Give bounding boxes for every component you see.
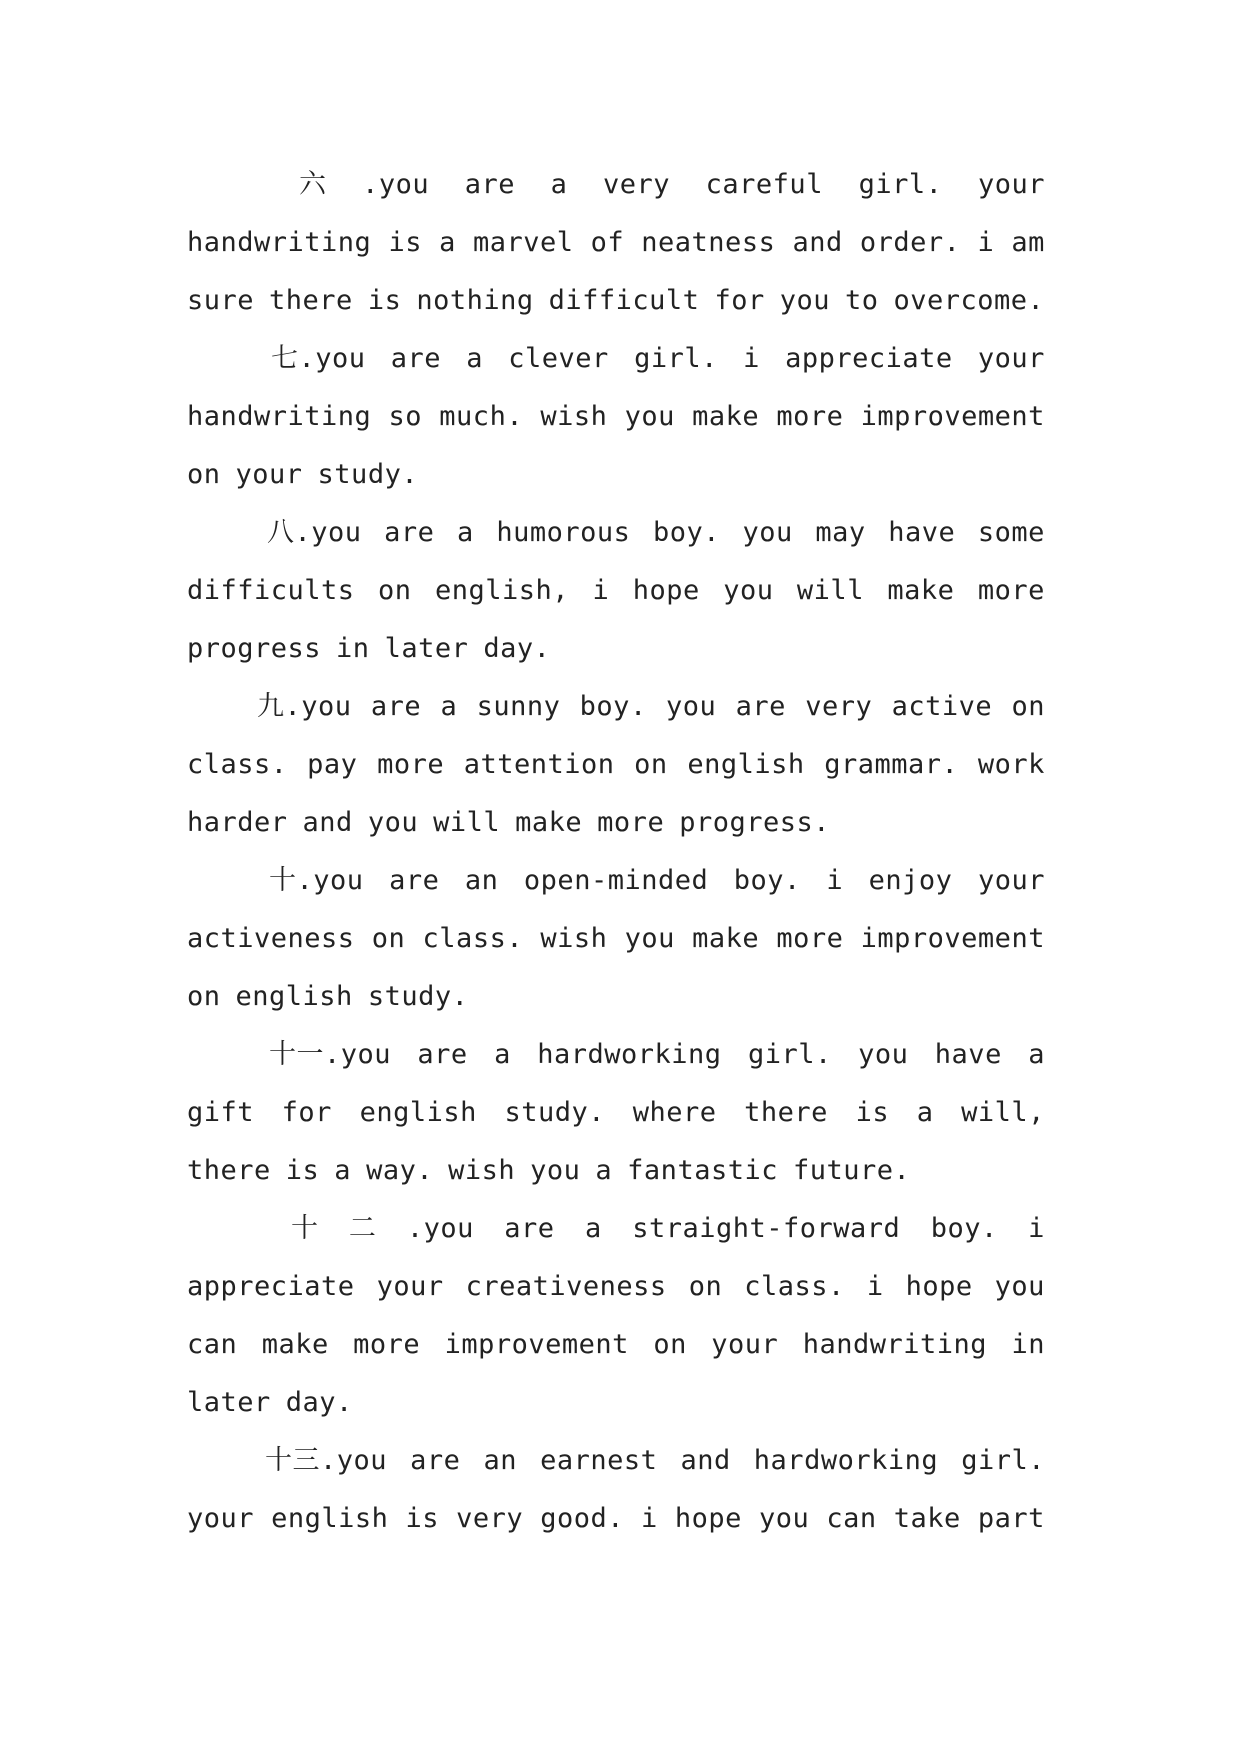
word: english: [271, 1503, 389, 1534]
comment-paragraph: [187, 330, 1045, 504]
word: is: [855, 1097, 890, 1128]
word: nothing: [416, 285, 534, 316]
word: your: [977, 343, 1045, 374]
word: wish: [540, 923, 608, 954]
word: study.: [504, 1097, 606, 1128]
word: class.: [744, 1271, 845, 1302]
text-line: [187, 214, 1045, 272]
word: pay: [307, 749, 358, 780]
comment-paragraph: [187, 1200, 1045, 1432]
word: a: [439, 227, 456, 258]
word: sure: [187, 285, 255, 316]
word: fantastic: [627, 1155, 778, 1186]
word: english: [359, 1097, 477, 1128]
word: you: [624, 401, 675, 432]
word: appreciate: [785, 343, 953, 374]
word: hope: [905, 1271, 973, 1302]
word: enjoy: [868, 865, 953, 896]
word: careful: [705, 169, 823, 200]
word: wish: [448, 1155, 516, 1186]
comment-paragraph: [187, 1432, 1045, 1548]
word: wish: [540, 401, 608, 432]
word: you: [779, 285, 830, 316]
word: you: [723, 575, 774, 606]
text-line: [187, 968, 1045, 1026]
word: very: [805, 691, 873, 722]
text-line: [187, 910, 1045, 968]
word: on: [653, 1329, 687, 1360]
word: later: [187, 1387, 271, 1418]
text-line: [187, 1258, 1045, 1316]
word: where: [632, 1097, 717, 1128]
word: of: [590, 227, 625, 258]
word: an: [464, 865, 499, 896]
word: i: [826, 865, 844, 896]
word: is: [405, 1503, 439, 1534]
word: creativeness: [465, 1271, 667, 1302]
word: will: [433, 807, 501, 838]
word: to: [845, 285, 879, 316]
word: class.: [422, 923, 524, 954]
word: your: [187, 1503, 255, 1534]
word: for: [281, 1097, 332, 1128]
word: are: [735, 691, 786, 722]
word: much.: [439, 401, 524, 432]
word: is: [388, 227, 422, 258]
word: difficults: [187, 575, 355, 606]
word: sunny: [476, 691, 561, 722]
text-line: [187, 736, 1045, 794]
word: can: [826, 1503, 877, 1534]
text-line: [187, 330, 1045, 388]
word: some: [977, 517, 1045, 548]
word: grammar.: [824, 749, 959, 780]
word: activeness: [187, 923, 355, 954]
word: make: [692, 401, 760, 432]
word: gift: [187, 1097, 255, 1128]
word: will,: [961, 1097, 1045, 1128]
word: make: [692, 923, 760, 954]
word: a: [494, 1039, 511, 1070]
word: a: [595, 1155, 613, 1186]
word: are: [370, 691, 422, 722]
word: will: [796, 575, 864, 606]
word: make: [261, 1329, 329, 1360]
word: more: [377, 749, 445, 780]
word: are: [389, 865, 440, 896]
word: are: [464, 169, 516, 200]
text-line: [187, 1142, 1045, 1200]
word: order.: [859, 227, 961, 258]
word: way.: [366, 1155, 434, 1186]
word: handwriting: [802, 1329, 988, 1360]
text-line: [187, 620, 1045, 678]
word: good.: [540, 1503, 624, 1534]
word: humorous: [496, 517, 631, 548]
word: your: [977, 169, 1045, 200]
text-line: [187, 794, 1045, 852]
word: you: [858, 1039, 909, 1070]
word: an: [483, 1445, 517, 1476]
word: hope: [632, 575, 700, 606]
word: am: [1011, 227, 1045, 258]
text-line: [187, 852, 1045, 910]
word: neatness: [641, 227, 776, 258]
word: on: [378, 575, 412, 606]
word: improvement: [444, 1329, 629, 1360]
text-line: [187, 1490, 1045, 1548]
word: attention: [463, 749, 615, 780]
word: 十.you: [269, 865, 364, 896]
word: your: [977, 865, 1045, 896]
word: a: [585, 1213, 602, 1244]
word: may: [815, 517, 866, 548]
word: day.: [483, 633, 551, 664]
text-line: [187, 562, 1045, 620]
word: take: [893, 1503, 961, 1534]
word: you: [742, 517, 793, 548]
word: open-minded: [523, 865, 709, 896]
word: are: [417, 1039, 468, 1070]
word: have: [888, 517, 956, 548]
word: a: [456, 517, 474, 548]
word: handwriting: [187, 401, 372, 432]
text-line: [187, 1432, 1045, 1490]
word: day.: [285, 1387, 353, 1418]
comment-paragraph: [187, 852, 1045, 1026]
comment-paragraph: [187, 156, 1045, 330]
word: you: [666, 691, 717, 722]
word: appreciate: [187, 1271, 355, 1302]
word: english: [687, 749, 805, 780]
word: girl.: [961, 1445, 1045, 1476]
text-line: [187, 1026, 1045, 1084]
word: more: [776, 401, 844, 432]
word: for: [714, 285, 765, 316]
word: on: [688, 1271, 723, 1302]
word: handwriting: [187, 227, 372, 258]
word: boy.: [733, 865, 801, 896]
word: on: [634, 749, 668, 780]
word: in: [336, 633, 370, 664]
word: are: [504, 1213, 555, 1244]
text-line: [187, 1316, 1045, 1374]
word: work: [977, 749, 1045, 780]
text-line: [187, 1374, 1045, 1432]
word: on: [187, 981, 221, 1012]
word: difficult: [548, 285, 700, 316]
word: on: [187, 459, 221, 490]
word: clever: [508, 343, 609, 374]
text-line: [187, 446, 1045, 504]
word: is: [367, 285, 402, 316]
word: hardworking: [753, 1445, 939, 1476]
word: on: [1011, 691, 1045, 722]
word: boy.: [652, 517, 720, 548]
text-line: [187, 504, 1045, 562]
word: i: [1028, 1213, 1045, 1244]
word: your: [235, 459, 303, 490]
text-line: [187, 156, 1045, 214]
word: girl.: [634, 343, 718, 374]
word: 八.you: [267, 517, 362, 548]
word: is: [285, 1155, 320, 1186]
word: you: [367, 807, 419, 838]
word: on: [371, 923, 406, 954]
word: improvement: [860, 923, 1045, 954]
word: there: [187, 1155, 271, 1186]
word: .you: [406, 1213, 474, 1244]
word: are: [390, 343, 442, 374]
word: improvement: [860, 401, 1045, 432]
word: 十: [291, 1213, 319, 1244]
word: more: [597, 807, 665, 838]
word: a: [440, 691, 458, 722]
word: english: [235, 981, 353, 1012]
word: have: [934, 1039, 1002, 1070]
word: english,: [434, 575, 570, 606]
word: 七.you: [271, 343, 366, 374]
word: harder: [187, 807, 288, 838]
word: 十一.you: [269, 1039, 392, 1070]
word: hope: [674, 1503, 742, 1534]
word: i: [977, 227, 995, 258]
word: progress: [187, 633, 322, 664]
word: and: [302, 807, 353, 838]
word: 十三.you: [265, 1445, 388, 1476]
word: more: [977, 575, 1045, 606]
word: a: [334, 1155, 352, 1186]
word: make: [887, 575, 955, 606]
text-line: [187, 678, 1045, 736]
word: earnest: [540, 1445, 658, 1476]
word: are: [410, 1445, 461, 1476]
word: your: [711, 1329, 779, 1360]
word: hardworking: [537, 1039, 722, 1070]
word: can: [187, 1329, 238, 1360]
word: you: [994, 1271, 1045, 1302]
word: 九.you: [257, 691, 352, 722]
word: marvel: [472, 227, 574, 258]
word: .you: [362, 169, 430, 200]
word: there: [744, 1097, 828, 1128]
word: 六: [299, 169, 327, 200]
word: i: [743, 343, 760, 374]
word: active: [891, 691, 993, 722]
text-line: [187, 1084, 1045, 1142]
word: straight-forward: [632, 1213, 901, 1244]
word: i: [592, 575, 610, 606]
text-line: [187, 388, 1045, 446]
word: boy.: [579, 691, 647, 722]
word: very: [456, 1503, 524, 1534]
word: there: [269, 285, 353, 316]
word: a: [466, 343, 484, 374]
word: i: [866, 1271, 884, 1302]
word: later: [384, 633, 469, 664]
word: so: [388, 401, 423, 432]
word: more: [353, 1329, 421, 1360]
word: a: [550, 169, 568, 200]
document-body: [187, 156, 1045, 1548]
word: more: [776, 923, 844, 954]
text-line: [187, 1200, 1045, 1258]
word: your: [376, 1271, 444, 1302]
word: future.: [792, 1155, 911, 1186]
word: are: [384, 517, 435, 548]
word: 二: [348, 1213, 377, 1244]
word: very: [603, 169, 671, 200]
word: a: [916, 1097, 934, 1128]
word: study.: [367, 981, 469, 1012]
word: you: [530, 1155, 581, 1186]
word: make: [515, 807, 583, 838]
comment-paragraph: [187, 504, 1045, 678]
word: progress.: [679, 807, 831, 838]
word: class.: [187, 749, 288, 780]
comment-paragraph: [187, 1026, 1045, 1200]
word: study.: [317, 459, 419, 490]
word: in: [1011, 1329, 1045, 1360]
word: part: [977, 1503, 1045, 1534]
word: and: [792, 227, 843, 258]
word: you: [759, 1503, 810, 1534]
word: and: [680, 1445, 731, 1476]
word: you: [624, 923, 675, 954]
word: girl.: [858, 169, 943, 200]
word: overcome.: [893, 285, 1045, 316]
comment-paragraph: [187, 678, 1045, 852]
word: boy.: [930, 1213, 998, 1244]
word: girl.: [747, 1039, 832, 1070]
word: i: [641, 1503, 658, 1534]
text-line: [187, 272, 1045, 330]
word: a: [1028, 1039, 1045, 1070]
